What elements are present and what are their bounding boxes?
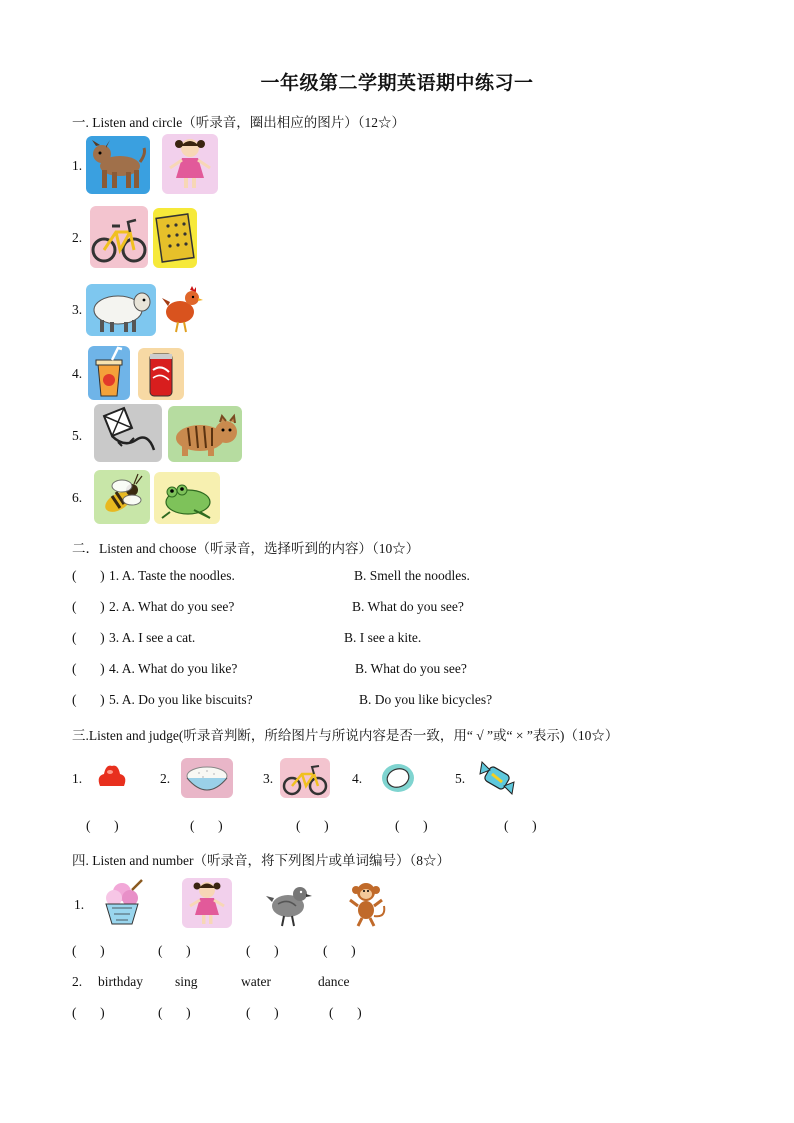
- s3-item3-answer-blank[interactable]: ( ): [296, 818, 329, 833]
- s4-word1-answer-blank[interactable]: ( ): [72, 1005, 105, 1020]
- s3-item2-num: 2.: [160, 771, 171, 786]
- jelly-picture[interactable]: [92, 760, 132, 794]
- s1-row3-num: 3.: [72, 302, 83, 317]
- s3-item1-answer-blank[interactable]: ( ): [86, 818, 119, 833]
- monkey-picture[interactable]: [344, 878, 390, 928]
- s2-q3-option-b: B. I see a kite.: [344, 630, 422, 645]
- s4-pic4-answer-blank[interactable]: ( ): [323, 943, 356, 958]
- dog-picture[interactable]: [86, 136, 150, 194]
- s2-q1-answer-blank[interactable]: ( ): [72, 568, 105, 583]
- tiger-picture[interactable]: [168, 406, 242, 462]
- s1-row5-num: 5.: [72, 428, 83, 443]
- s2-q1-option-a: 1. A. Taste the noodles.: [109, 568, 235, 583]
- bee-picture[interactable]: [94, 470, 150, 524]
- s3-item4-answer-blank[interactable]: ( ): [395, 818, 428, 833]
- section4-heading: 四. Listen and number（听录音，将下列图片或单词编号）（8☆）: [72, 853, 450, 868]
- s4-word4-answer-blank[interactable]: ( ): [329, 1005, 362, 1020]
- s2-q3-answer-blank[interactable]: ( ): [72, 630, 105, 645]
- bicycle-small-picture[interactable]: [280, 758, 330, 798]
- section1-heading: 一. Listen and circle（听录音，圈出相应的图片）（12☆）: [72, 115, 405, 130]
- bicycle-picture[interactable]: [90, 206, 148, 268]
- s3-item5-num: 5.: [455, 771, 466, 786]
- s3-item1-num: 1.: [72, 771, 83, 786]
- s2-q4-answer-blank[interactable]: ( ): [72, 661, 105, 676]
- s2-q3-option-a: 3. A. I see a cat.: [109, 630, 196, 645]
- word-sing: sing: [175, 974, 198, 989]
- s1-row1-num: 1.: [72, 158, 83, 173]
- s4-pic2-answer-blank[interactable]: ( ): [158, 943, 191, 958]
- word-water: water: [241, 974, 271, 989]
- s2-q2-answer-blank[interactable]: ( ): [72, 599, 105, 614]
- s2-q5-option-a: 5. A. Do you like biscuits?: [109, 692, 253, 707]
- egg-picture[interactable]: [378, 758, 418, 798]
- s2-q4-option-b: B. What do you see?: [355, 661, 467, 676]
- word-birthday: birthday: [98, 974, 143, 989]
- s3-item2-answer-blank[interactable]: ( ): [190, 818, 223, 833]
- frog-picture[interactable]: [154, 472, 220, 524]
- s2-q5-option-b: B. Do you like bicycles?: [359, 692, 493, 707]
- s2-q1-option-b: B. Smell the noodles.: [354, 568, 470, 583]
- section3-heading: 三.Listen and judge(听录音判断，所给图片与所说内容是否一致，用“ √ ”或“ × ”表示)（10☆）: [72, 728, 619, 743]
- s3-item4-num: 4.: [352, 771, 363, 786]
- s2-q5-answer-blank[interactable]: ( ): [72, 692, 105, 707]
- s3-item3-num: 3.: [263, 771, 274, 786]
- s3-item5-answer-blank[interactable]: ( ): [504, 818, 537, 833]
- s4-pic3-answer-blank[interactable]: ( ): [246, 943, 279, 958]
- candy-picture[interactable]: [472, 756, 522, 800]
- section2-heading: 二．Listen and choose（听录音，选择听到的内容）（10☆）: [72, 541, 420, 556]
- s2-q2-option-b: B. What do you see?: [352, 599, 464, 614]
- cola-picture[interactable]: [138, 348, 184, 400]
- word-dance: dance: [318, 974, 350, 989]
- page-title: 一年级第二学期英语期中练习一: [260, 72, 534, 94]
- girl-small-picture[interactable]: [182, 878, 232, 928]
- s4-row2-num: 2.: [72, 974, 83, 989]
- s2-q2-option-a: 2. A. What do you see?: [109, 599, 235, 614]
- hen-picture[interactable]: [160, 284, 204, 336]
- s1-row4-num: 4.: [72, 366, 83, 381]
- biscuit-picture[interactable]: [153, 208, 197, 268]
- s4-word3-answer-blank[interactable]: ( ): [246, 1005, 279, 1020]
- s4-row1-num: 1.: [74, 897, 85, 912]
- s4-pic1-answer-blank[interactable]: ( ): [72, 943, 105, 958]
- s4-word2-answer-blank[interactable]: ( ): [158, 1005, 191, 1020]
- rice-picture[interactable]: [181, 758, 233, 798]
- bird-picture[interactable]: [264, 880, 314, 928]
- s2-q4-option-a: 4. A. What do you like?: [109, 661, 238, 676]
- sheep-picture[interactable]: [86, 284, 156, 336]
- s1-row2-num: 2.: [72, 230, 83, 245]
- juice-picture[interactable]: [88, 346, 130, 400]
- girl-picture[interactable]: [162, 134, 218, 194]
- ice-cream-picture[interactable]: [98, 878, 150, 928]
- s1-row6-num: 6.: [72, 490, 83, 505]
- kite-picture[interactable]: [94, 404, 162, 462]
